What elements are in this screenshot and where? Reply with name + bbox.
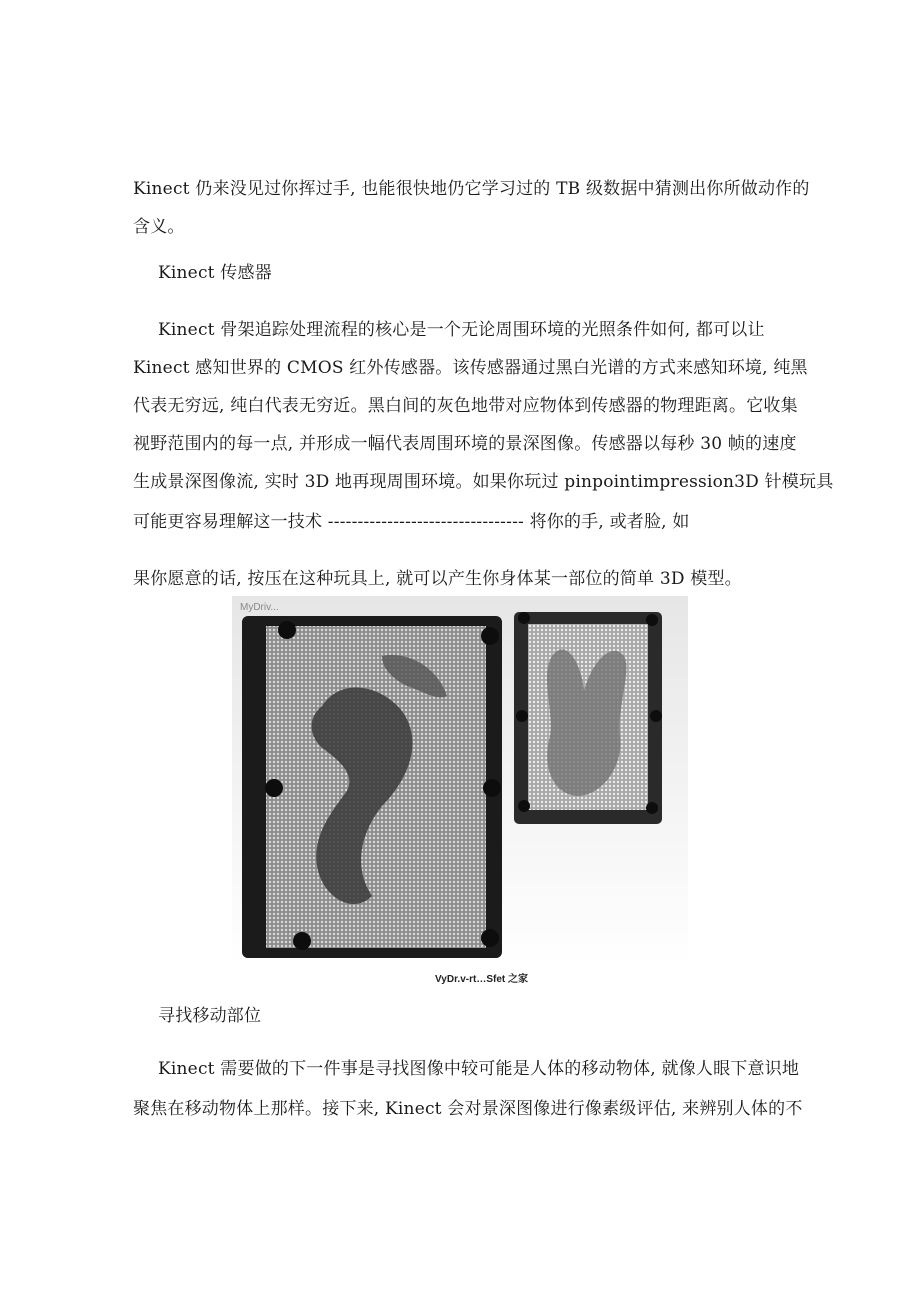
paragraph-2-line-5: 生成景深图像流, 实时 3D 地再现周围环境。如果你玩过 pinpointimpression3D 针模玩具 <box>133 472 834 492</box>
paragraph-1-line-2: 含义。 <box>133 217 185 237</box>
small-pin-toy <box>514 612 662 824</box>
pinpoint-toy-figure <box>232 596 688 968</box>
image-watermark: MyDriv... <box>240 602 279 613</box>
pin-impression-toys-image <box>232 596 688 968</box>
large-pin-toy <box>242 616 502 958</box>
paragraph-2-line-2: Kinect 感知世界的 CMOS 红外传感器。该传感器通过黑白光谱的方式来感知环境, 纯黑 <box>133 358 808 378</box>
paragraph-2-line-7: 果你愿意的话, 按压在这种玩具上, 就可以产生你身体某一部位的简单 3D 模型。 <box>133 569 742 589</box>
section-heading-kinect-sensor: Kinect 传感器 <box>158 263 272 283</box>
paragraph-3-line-2: 聚焦在移动物体上那样。接下来, Kinect 会对景深图像进行像素级评估, 来辨别人体的不 <box>133 1099 803 1119</box>
paragraph-2-line-6: 可能更容易理解这一技术 --------------------------------- 将你的手, 或者脸, 如 <box>133 512 690 532</box>
paragraph-1-line-1: Kinect 仍来没见过你挥过手, 也能很快地仍它学习过的 TB 级数据中猜测出你所做动作的 <box>133 179 810 199</box>
paragraph-2-line-1: Kinect 骨架追踪处理流程的核心是一个无论周围环境的光照条件如何, 都可以让 <box>158 320 765 340</box>
paragraph-2-line-4: 视野范围内的每一点, 并形成一幅代表周围环境的景深图像。传感器以每秒 30 帧的速度 <box>133 434 797 454</box>
paragraph-3-line-1: Kinect 需要做的下一件事是寻找图像中较可能是人体的移动物体, 就像人眼下意识地 <box>158 1059 800 1079</box>
section-heading-find-moving-parts: 寻找移动部位 <box>158 1006 262 1026</box>
paragraph-2-line-3: 代表无穷远, 纯白代表无穷近。黑白间的灰色地带对应物体到传感器的物理距离。它收集 <box>133 396 798 416</box>
figure-caption: VyDr.v-rt…Sfet 之家 <box>435 974 528 985</box>
